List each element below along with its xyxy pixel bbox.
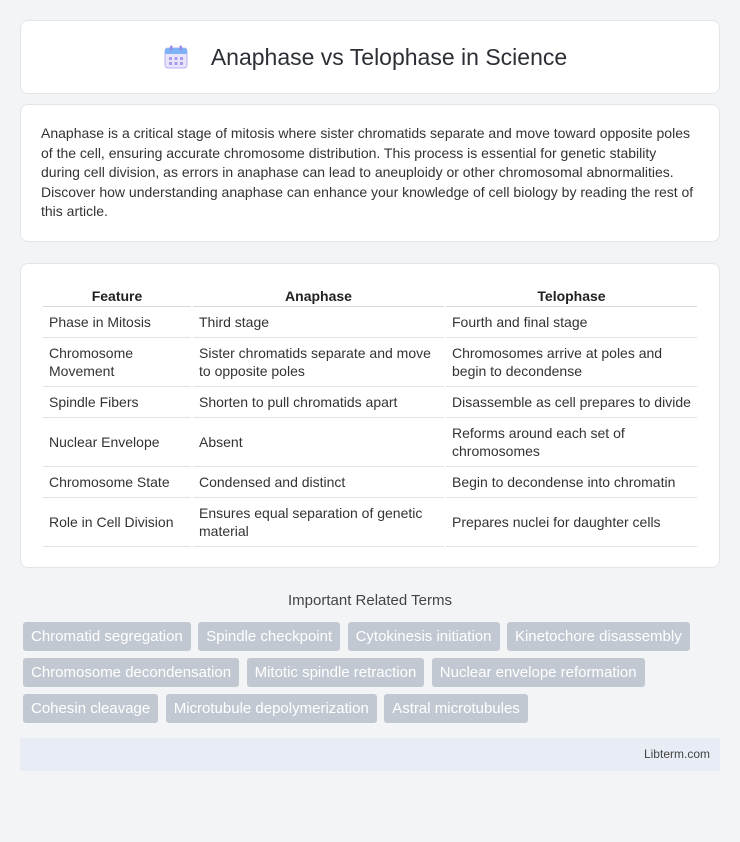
table-cell: Ensures equal separation of genetic material (193, 498, 444, 547)
related-term-tag[interactable]: Chromosome decondensation (23, 658, 239, 687)
table-cell: Role in Cell Division (43, 498, 191, 547)
table-cell: Spindle Fibers (43, 387, 191, 418)
table-cell: Third stage (193, 307, 444, 338)
table-cell: Shorten to pull chromatids apart (193, 387, 444, 418)
comparison-table (41, 282, 699, 547)
related-term-tag[interactable]: Kinetochore disassembly (507, 622, 690, 651)
column-header-feature: Feature (43, 282, 191, 307)
footer-site-link[interactable]: Libterm.com (643, 747, 710, 762)
table-cell: Fourth and final stage (446, 307, 697, 338)
column-header-telophase: Telophase (446, 282, 697, 307)
calendar-icon (163, 44, 189, 70)
related-term-tag[interactable]: Mitotic spindle retraction (247, 658, 425, 687)
table-header-row (43, 282, 697, 307)
table-cell: Prepares nuclei for daughter cells (446, 498, 697, 547)
related-terms-title: Important Related Terms (288, 591, 452, 609)
table-cell: Chromosome Movement (43, 338, 191, 387)
table-row (43, 418, 697, 467)
table-cell: Chromosome State (43, 467, 191, 498)
related-terms-list (20, 622, 720, 730)
table-row (43, 307, 697, 338)
table-cell: Reforms around each set of chromosomes (446, 418, 697, 467)
table-row (43, 338, 697, 387)
comparison-table-card (20, 263, 720, 568)
title-card (20, 20, 720, 94)
table-cell: Condensed and distinct (193, 467, 444, 498)
column-header-anaphase: Anaphase (193, 282, 444, 307)
related-term-tag[interactable]: Cohesin cleavage (23, 694, 158, 723)
table-cell: Disassemble as cell prepares to divide (446, 387, 697, 418)
table-cell: Phase in Mitosis (43, 307, 191, 338)
table-cell: Nuclear Envelope (43, 418, 191, 467)
related-term-tag[interactable]: Chromatid segregation (23, 622, 191, 651)
related-term-tag[interactable]: Astral microtubules (384, 694, 528, 723)
table-cell: Absent (193, 418, 444, 467)
related-term-tag[interactable]: Cytokinesis initiation (348, 622, 500, 651)
intro-paragraph: Anaphase is a critical stage of mitosis where sister chromatids separate and move toward opposite poles of the cell, ensuring accurate chromosome distribution. This process is essential for genetic stability during cell division, as errors in anaphase can lead to aneuploidy or other chromosomal abnormalities. Discover how understanding anaphase can enhance your knowledge of cell biology by reading the rest of this article. (20, 104, 720, 242)
table-cell: Begin to decondense into chromatin (446, 467, 697, 498)
footer (20, 738, 720, 771)
table-row (43, 387, 697, 418)
related-term-tag[interactable]: Microtubule depolymerization (166, 694, 377, 723)
table-cell: Chromosomes arrive at poles and begin to decondense (446, 338, 697, 387)
table-row (43, 467, 697, 498)
page-title: Anaphase vs Telophase in Science (210, 43, 568, 70)
table-row (43, 498, 697, 547)
table-cell: Sister chromatids separate and move to opposite poles (193, 338, 444, 387)
related-term-tag[interactable]: Spindle checkpoint (198, 622, 340, 651)
related-term-tag[interactable]: Nuclear envelope reformation (432, 658, 645, 687)
